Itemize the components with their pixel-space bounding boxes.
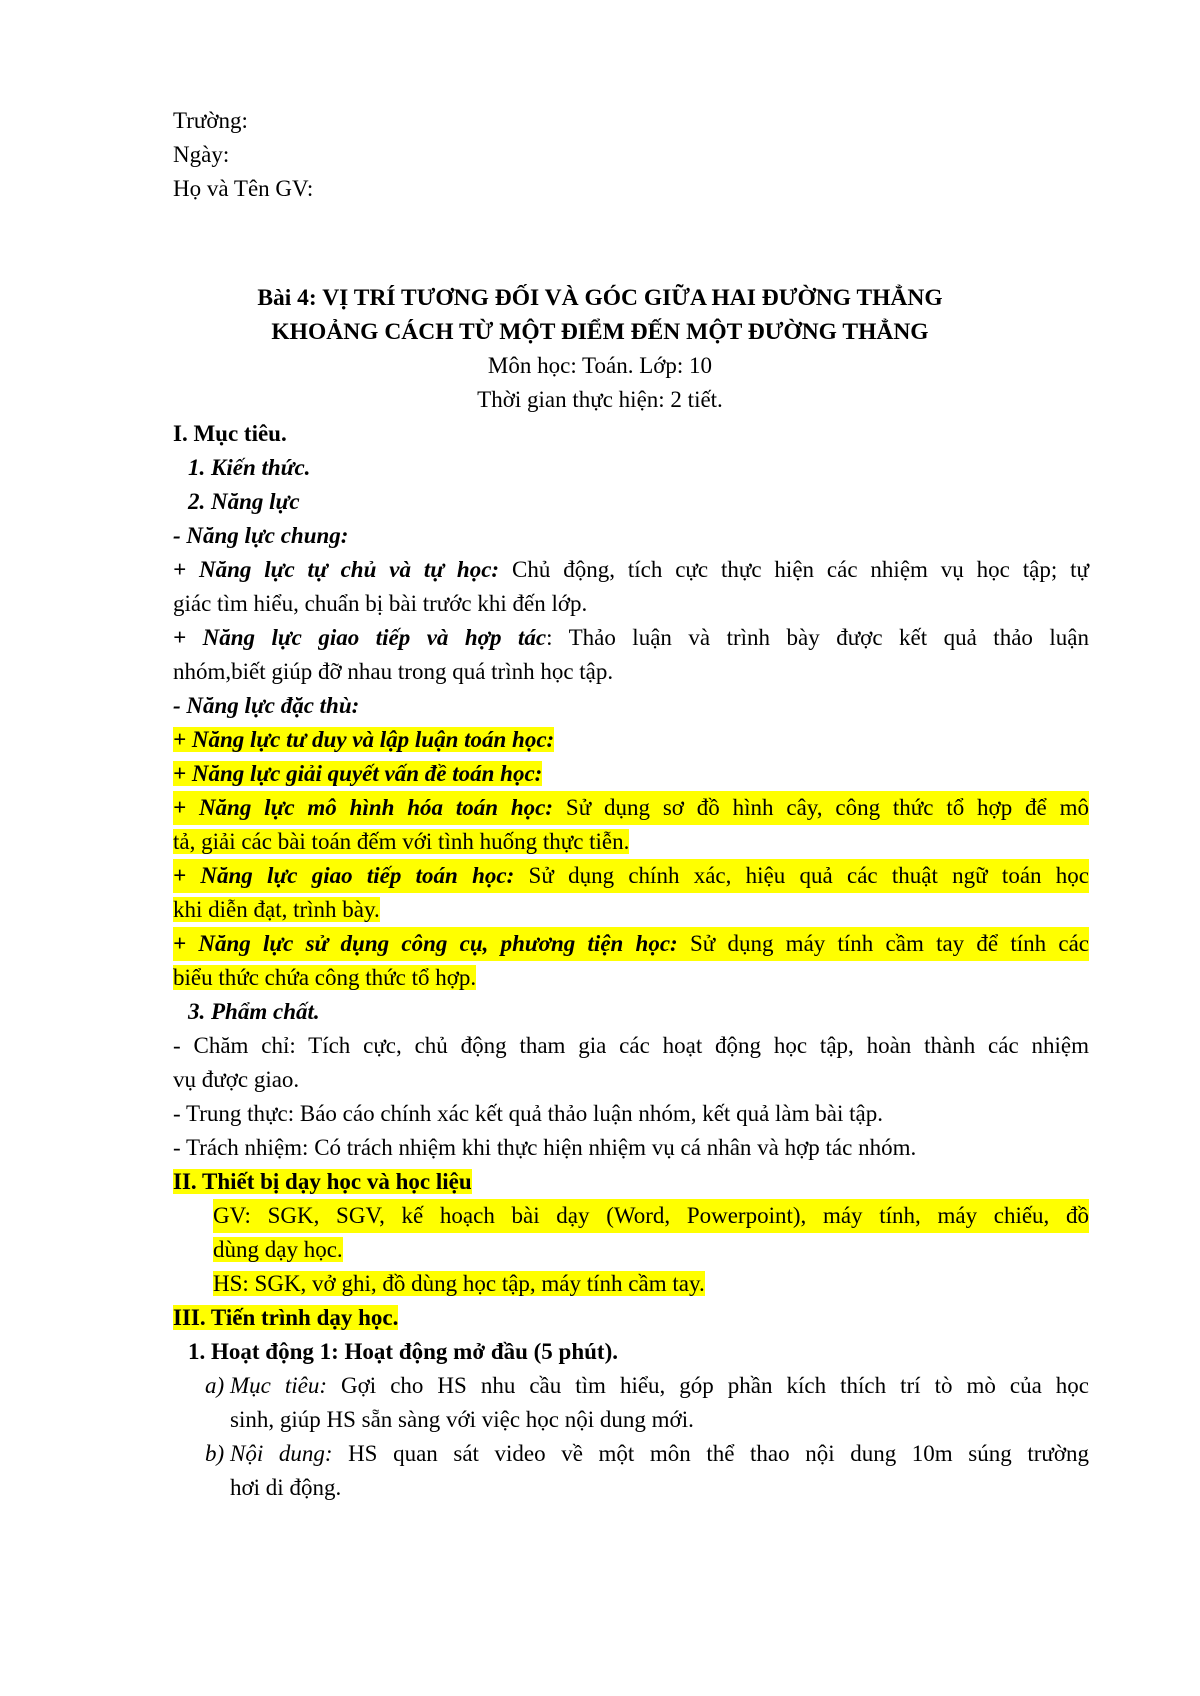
item-label: + Năng lực giải quyết vấn đề toán học:: [173, 761, 543, 786]
lesson-title-line1: Bài 4: VỊ TRÍ TƯƠNG ĐỐI VÀ GÓC GIỮA HAI ĐƯỜNG THẲNG: [257, 285, 943, 311]
item-marker: b): [205, 1441, 225, 1466]
activity1-objective: [205, 1369, 1089, 1403]
general-competence-item-2: [173, 621, 1089, 655]
general-competence-item-1-cont: giác tìm hiểu, chuẩn bị bài trước khi đến lớp.: [173, 591, 588, 616]
knowledge-heading: 1. Kiến thức.: [188, 455, 311, 480]
item-term: Nội dung:: [230, 1441, 333, 1466]
lesson-title-line2: KHOẢNG CÁCH TỪ MỘT ĐIỂM ĐẾN MỘT ĐƯỜNG THẲNG: [271, 319, 929, 345]
item-label: + Năng lực giao tiếp toán học:: [173, 863, 515, 888]
item-label: + Năng lực giao tiếp và hợp tác: [173, 625, 547, 650]
item-text: Sử dụng sơ đồ hình cây, công thức tổ hợp để mô: [553, 795, 1089, 820]
school-field: Trường:: [173, 108, 248, 133]
section3-heading-line: [173, 1301, 398, 1335]
quality-item-1: - Chăm chỉ: Tích cực, chủ động tham gia các hoạt động học tập, hoàn thành các nhiệm: [173, 1033, 1089, 1058]
subject-line: Môn học: Toán. Lớp: 10: [487, 353, 713, 378]
equipment-hs-text: HS: SGK, vở ghi, đồ dùng học tập, máy tính cầm tay.: [213, 1271, 705, 1296]
activity1-content: [205, 1437, 1089, 1471]
item-text: Chủ động, tích cực thực hiện các nhiệm vụ học tập; tự: [499, 557, 1090, 582]
teacher-field: Họ và Tên GV:: [173, 176, 314, 201]
equipment-gv-cont: [213, 1233, 343, 1267]
specific-competence-item-2: [173, 757, 542, 791]
item-marker: a): [205, 1373, 225, 1398]
item-text: Sử dụng chính xác, hiệu quả các thuật ngữ toán học: [514, 863, 1090, 888]
general-competence-item-1: [173, 553, 1089, 587]
objective-text: [230, 1369, 1089, 1403]
section3-heading: III. Tiến trình dạy học.: [173, 1305, 399, 1330]
item-text: : Thảo luận và trình bày được kết quả thảo luận: [546, 625, 1089, 650]
item-text: HS quan sát video về một môn thể thao nội dung 10m súng trường: [332, 1441, 1089, 1466]
qualities-heading: 3. Phẩm chất.: [188, 999, 320, 1024]
activity1-objective-cont: sinh, giúp HS sẵn sàng với việc học nội dung mới.: [230, 1407, 694, 1432]
specific-competence-item-5-cont: [173, 961, 476, 995]
general-competence-heading: - Năng lực chung:: [173, 523, 349, 548]
content-text: [230, 1437, 1089, 1471]
competence-heading: 2. Năng lực: [188, 489, 300, 514]
date-field: Ngày:: [173, 142, 230, 167]
specific-competence-item-4: [173, 859, 1089, 893]
item-label: + Năng lực tư duy và lập luận toán học:: [173, 727, 555, 752]
item-text: biểu thức chứa công thức tổ hợp.: [173, 965, 477, 990]
item-text: tả, giải các bài toán đếm với tình huống thực tiễn.: [173, 829, 630, 854]
specific-competence-item-3: [173, 791, 1089, 825]
duration-line: Thời gian thực hiện: 2 tiết.: [477, 387, 723, 412]
quality-item-3: - Trách nhiệm: Có trách nhiệm khi thực hiện nhiệm vụ cá nhân và hợp tác nhóm.: [173, 1135, 917, 1160]
item-label: + Năng lực tự chủ và tự học:: [173, 557, 500, 582]
equipment-gv: GV: SGK, SGV, kế hoạch bài dạy (Word, Powerpoint), máy tính, máy chiếu, đồ: [213, 1199, 1089, 1233]
specific-competence-item-5: [173, 927, 1089, 961]
section2-heading: II. Thiết bị dạy học và học liệu: [173, 1169, 472, 1194]
item-text: Sử dụng máy tính cầm tay để tính các: [677, 931, 1090, 956]
item-text: Gợi cho HS nhu cầu tìm hiểu, góp phần kích thích trí tò mò của học: [327, 1373, 1089, 1398]
item-label: + Năng lực mô hình hóa toán học:: [173, 795, 554, 820]
quality-item-2: - Trung thực: Báo cáo chính xác kết quả thảo luận nhóm, kết quả làm bài tập.: [173, 1101, 883, 1126]
specific-competence-item-4-cont: [173, 893, 380, 927]
activity1-content-cont: hơi di động.: [230, 1475, 342, 1500]
specific-competence-heading: - Năng lực đặc thù:: [173, 693, 360, 718]
equipment-gv-text: dùng dạy học.: [213, 1237, 343, 1262]
specific-competence-item-1: [173, 723, 554, 757]
section1-heading: I. Mục tiêu.: [173, 421, 287, 446]
section2-heading-line: [173, 1165, 472, 1199]
equipment-hs: [213, 1267, 705, 1301]
activity1-heading: 1. Hoạt động 1: Hoạt động mở đầu (5 phút).: [188, 1339, 619, 1364]
specific-competence-item-3-cont: [173, 825, 629, 859]
item-text: khi diễn đạt, trình bày.: [173, 897, 380, 922]
item-label: + Năng lực sử dụng công cụ, phương tiện học:: [173, 931, 678, 956]
item-term: Mục tiêu:: [230, 1373, 328, 1398]
general-competence-item-2-cont: nhóm,biết giúp đỡ nhau trong quá trình học tập.: [173, 659, 614, 684]
quality-item-1-cont: vụ được giao.: [173, 1067, 300, 1092]
